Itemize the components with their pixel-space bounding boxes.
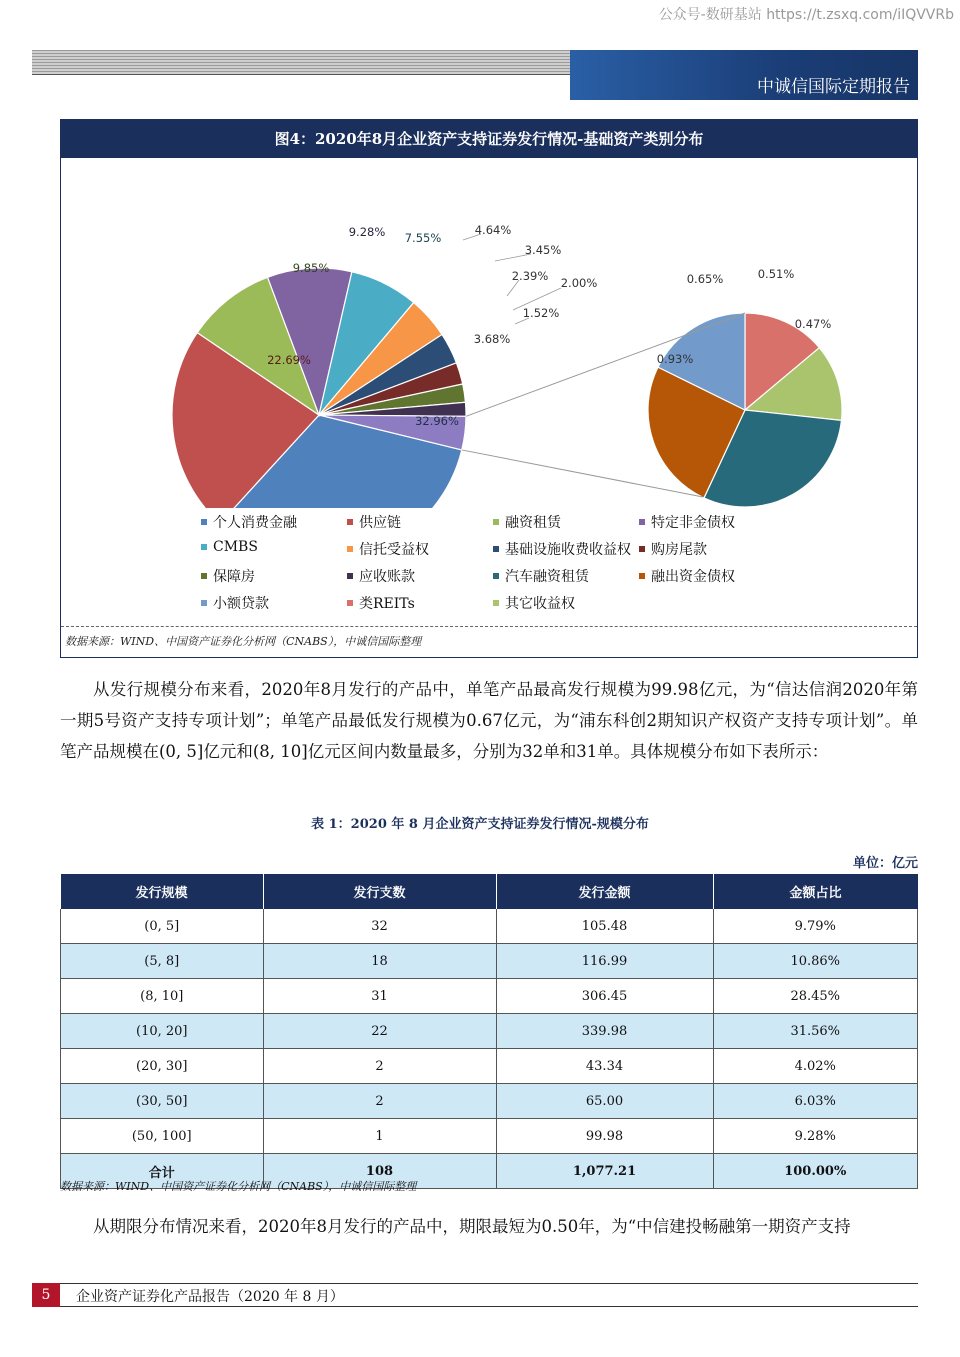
legend-label: 购房尾款 xyxy=(651,542,707,558)
scale-distribution-table xyxy=(60,874,918,1189)
table-cell: 31 xyxy=(263,979,496,1014)
breakout-value-label: 0.51% xyxy=(757,267,795,281)
table-cell: 65.00 xyxy=(496,1084,713,1119)
footer-divider xyxy=(32,1283,918,1284)
table-row xyxy=(61,1014,918,1049)
table-cell: 339.98 xyxy=(496,1014,713,1049)
legend-label: 信托受益权 xyxy=(359,542,429,558)
footer-bottom-line xyxy=(60,1306,918,1307)
legend-item xyxy=(493,593,575,613)
legend-item xyxy=(201,512,297,532)
legend-label: 特定非金债权 xyxy=(651,515,735,531)
figure-title: 图4：2020年8月企业资产支持证券发行情况-基础资产类别分布 xyxy=(61,120,917,158)
pie-chart xyxy=(61,158,917,508)
table-cell: (50, 100] xyxy=(61,1119,264,1154)
table-title: 表 1：2020 年 8 月企业资产支持证券发行情况-规模分布 xyxy=(311,817,649,832)
figure-box xyxy=(60,119,918,658)
legend-swatch xyxy=(493,546,499,552)
table-cell: 2 xyxy=(263,1049,496,1084)
table-cell: 43.34 xyxy=(496,1049,713,1084)
pie-value-label: 7.55% xyxy=(404,231,442,245)
footer-title: 企业资产证券化产品报告（2020 年 8 月） xyxy=(76,1289,344,1305)
table-cell: 6.03% xyxy=(713,1084,918,1119)
table-cell: 32 xyxy=(263,909,496,944)
table-cell: (5, 8] xyxy=(61,944,264,979)
table-cell: 28.45% xyxy=(713,979,918,1014)
legend-swatch xyxy=(493,573,499,579)
legend-label: 应收账款 xyxy=(359,569,415,585)
page-number: 5 xyxy=(32,1283,60,1307)
header-title: 中诚信国际定期报告 xyxy=(757,77,910,97)
legend-item xyxy=(639,566,735,586)
legend-item xyxy=(493,512,561,532)
table-cell: 1 xyxy=(263,1119,496,1154)
breakout-value-label: 0.65% xyxy=(686,272,724,286)
table-cell: 31.56% xyxy=(713,1014,918,1049)
table-row xyxy=(61,1119,918,1154)
legend-label: 小额贷款 xyxy=(213,596,269,612)
legend-swatch xyxy=(201,544,207,550)
legend-item xyxy=(347,566,415,586)
table-cell: 10.86% xyxy=(713,944,918,979)
legend-label: 融资租赁 xyxy=(505,515,561,531)
legend-item xyxy=(493,566,589,586)
legend-swatch xyxy=(639,546,645,552)
legend-label: 其它收益权 xyxy=(505,596,575,612)
pie-value-label: 3.45% xyxy=(524,243,562,257)
legend-label: CMBS xyxy=(213,539,258,555)
table-unit: 单位：亿元 xyxy=(852,856,918,871)
pie-value-label: 1.52% xyxy=(522,306,560,320)
pie-value-label: 9.28% xyxy=(348,225,386,239)
header-cell: 发行规模 xyxy=(61,874,264,909)
table-cell: 306.45 xyxy=(496,979,713,1014)
legend-item xyxy=(639,512,735,532)
table-cell: 9.28% xyxy=(713,1119,918,1154)
legend-label: 基础设施收费收益权 xyxy=(505,542,631,558)
figure-source: 数据来源：WIND、中国资产证券化分析网（CNABS），中诚信国际整理 xyxy=(65,635,422,648)
legend-swatch xyxy=(347,600,353,606)
pie-value-label: 3.68% xyxy=(473,332,511,346)
table-cell: 4.02% xyxy=(713,1049,918,1084)
breakout-value-label: 0.93% xyxy=(656,352,694,366)
legend-swatch xyxy=(201,600,207,606)
table-cell: 9.79% xyxy=(713,909,918,944)
legend-swatch xyxy=(201,519,207,525)
legend-label: 类REITs xyxy=(359,596,415,612)
table-cell: 105.48 xyxy=(496,909,713,944)
header-divider xyxy=(32,74,570,75)
body-paragraph-2: 从期限分布情况来看，2020年8月发行的产品中，期限最短为0.50年，为“中信建投畅融第一期资产支持 xyxy=(93,1217,851,1236)
legend-label: 融出资金债权 xyxy=(651,569,735,585)
pie-value-label: 22.69% xyxy=(267,353,311,367)
body-paragraph-1: 从发行规模分布来看，2020年8月发行的产品中，单笔产品最高发行规模为99.98亿元，为“信达信润2020年第一期5号资产支持专项计划”；单笔产品最低发行规模为0.67亿元，为“浦东科创2期知识产权资产支持专项计划”。单笔产品规模在(0, 5]亿元和(8, 10]亿元区间内数量最多，分别为32单和31单。具体规模分布如下表所示： xyxy=(60,680,918,761)
table-cell: (30, 50] xyxy=(61,1084,264,1119)
legend-item xyxy=(201,566,255,586)
header-cell: 发行支数 xyxy=(263,874,496,909)
table-cell: 22 xyxy=(263,1014,496,1049)
table-row xyxy=(61,944,918,979)
legend-swatch xyxy=(201,573,207,579)
legend-item xyxy=(347,593,415,613)
table-cell: 116.99 xyxy=(496,944,713,979)
table-cell: (0, 5] xyxy=(61,909,264,944)
table-total-cell: 108 xyxy=(263,1154,496,1189)
table-cell: (10, 20] xyxy=(61,1014,264,1049)
figure-source-divider xyxy=(61,626,917,627)
table-total-cell: 1,077.21 xyxy=(496,1154,713,1189)
legend-label: 保障房 xyxy=(213,569,255,585)
pie-value-label: 9.85% xyxy=(292,261,330,275)
legend-swatch xyxy=(639,519,645,525)
table-header-row xyxy=(61,874,918,909)
legend-label: 个人消费金融 xyxy=(213,515,297,531)
table-total-cell: 合计 xyxy=(61,1154,264,1189)
legend-swatch xyxy=(347,573,353,579)
table-cell: 2 xyxy=(263,1084,496,1119)
legend-swatch xyxy=(493,600,499,606)
table-cell: (20, 30] xyxy=(61,1049,264,1084)
table-row xyxy=(61,979,918,1014)
legend-item xyxy=(493,539,631,559)
watermark-text: 公众号-数研基站 https://t.zsxq.com/iIQVVRb xyxy=(658,7,954,23)
legend-item xyxy=(201,539,258,555)
legend-item xyxy=(347,512,401,532)
table-row xyxy=(61,1084,918,1119)
legend-label: 供应链 xyxy=(359,515,401,531)
header-cell: 发行金额 xyxy=(496,874,713,909)
legend-item xyxy=(347,539,429,559)
table-source: 数据来源：WIND、中国资产证券化分析网（CNABS），中诚信国际整理 xyxy=(60,1180,417,1193)
legend-label: 汽车融资租赁 xyxy=(505,569,589,585)
table-cell: 99.98 xyxy=(496,1119,713,1154)
table-cell: (8, 10] xyxy=(61,979,264,1014)
breakout-value-label: 0.47% xyxy=(794,317,832,331)
pie-value-label: 4.64% xyxy=(474,223,512,237)
header-cell: 金额占比 xyxy=(713,874,918,909)
legend-swatch xyxy=(347,546,353,552)
pie-value-label: 2.00% xyxy=(560,276,598,290)
legend-swatch xyxy=(639,573,645,579)
pie-value-label: 32.96% xyxy=(415,414,459,428)
table-cell: 18 xyxy=(263,944,496,979)
table-row xyxy=(61,1049,918,1084)
legend-swatch xyxy=(347,519,353,525)
legend-item xyxy=(639,539,707,559)
pie-value-label: 2.39% xyxy=(511,269,549,283)
legend-item xyxy=(201,593,269,613)
table-total-cell: 100.00% xyxy=(713,1154,918,1189)
table-row xyxy=(61,909,918,944)
legend-swatch xyxy=(493,519,499,525)
